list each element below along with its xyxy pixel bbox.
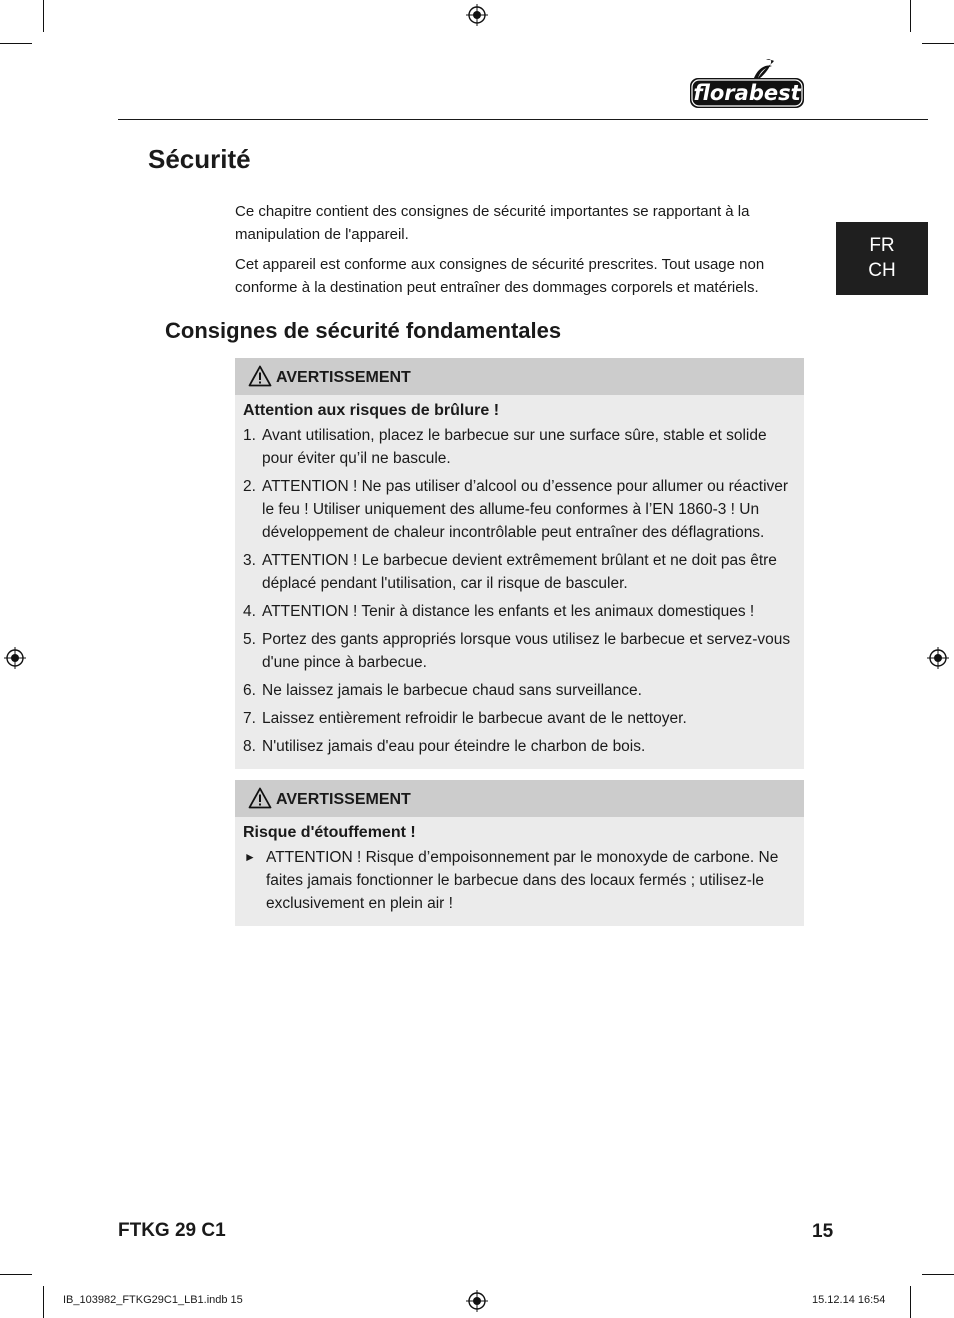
slug-file: IB_103982_FTKG29C1_LB1.indb 15 [63, 1294, 243, 1306]
warning-subtitle: Risque d'étouffement ! [243, 824, 416, 841]
page-title: Sécurité [148, 144, 251, 174]
arrow-bullet-icon: ► [244, 850, 256, 864]
section-heading: Consignes de sécurité fondamentales [165, 318, 562, 343]
slug-date: 15.12.14 16:54 [812, 1294, 886, 1306]
registration-mark-icon [4, 647, 26, 669]
intro-paragraph-1: Ce chapitre contient des consignes de sécurité importantes se rapportant à la manipulation de l'appareil. [235, 203, 750, 243]
list-item: 1. Avant utilisation, placez le barbecue sur une surface sûre, stable et solide pour éviter qu’il ne bascule. [243, 427, 767, 467]
warning-label: AVERTISSEMENT [276, 369, 411, 386]
list-item: 8. N'utilisez jamais d'eau pour éteindre le charbon de bois. [243, 738, 646, 755]
warning-triangle-icon [248, 787, 272, 809]
registration-mark-icon [927, 647, 949, 669]
registration-mark-icon [466, 4, 488, 26]
warning-triangle-icon [248, 365, 272, 387]
header-rule [118, 119, 928, 120]
list-item: 2. ATTENTION ! Ne pas utiliser d’alcool ou d’essence pour allumer ou réactiver le feu ! Utiliser uniquement des allume-feu conformes à l’EN 1860-3 ! Un développement de chaleur incontrôlable peut entraîner des déflagrations. [243, 478, 789, 541]
warning-list [235, 421, 804, 769]
list-item: 3. ATTENTION ! Le barbecue devient extrêmement brûlant et ne doit pas être déplacé pendant l'utilisation, car il risque de basculer. [243, 552, 777, 592]
warning-header [235, 780, 804, 817]
crop-mark [910, 0, 911, 32]
page-number: 15 [812, 1221, 834, 1242]
crop-mark [910, 1286, 911, 1318]
crop-mark [0, 1274, 32, 1275]
warning-label: AVERTISSEMENT [276, 791, 411, 808]
warning-header [235, 358, 804, 395]
warning-box-suffocation [235, 780, 804, 926]
florabest-logo [688, 58, 806, 110]
warning-list [235, 843, 804, 926]
language-tab [836, 222, 928, 295]
list-item: 4. ATTENTION ! Tenir à distance les enfants et les animaux domestiques ! [243, 603, 755, 620]
crop-mark [922, 43, 954, 44]
crop-mark [0, 43, 32, 44]
language-tab-line2: CH [868, 260, 896, 281]
intro-paragraph-2: Cet appareil est conforme aux consignes de sécurité prescrites. Tout usage non conforme à la destination peut entraîner des dommages corporels et matériels. [235, 256, 765, 296]
list-item: 5. Portez des gants appropriés lorsque vous utilisez le barbecue et servez-vous d'une pince à barbecue. [243, 631, 791, 671]
registration-mark-icon [466, 1290, 488, 1312]
language-tab-line1: FR [869, 235, 895, 256]
crop-mark [922, 1274, 954, 1275]
list-item: ► ATTENTION ! Risque d’empoisonnement par le monoxyde de carbone. Ne faites jamais fonctionner le barbecue dans des locaux fermés ; utilisez-le exclusivement en plein air ! [243, 846, 796, 915]
warning-subtitle: Attention aux risques de brûlure ! [243, 402, 500, 419]
warning-box-burn [235, 358, 804, 769]
svg-text:florabest: florabest [693, 81, 801, 105]
crop-mark [43, 1286, 44, 1318]
list-item: 7. Laissez entièrement refroidir le barbecue avant de le nettoyer. [243, 710, 687, 727]
list-item: 6. Ne laissez jamais le barbecue chaud sans surveillance. [243, 682, 642, 699]
footer-model: FTKG 29 C1 [118, 1220, 226, 1241]
crop-mark [43, 0, 44, 32]
